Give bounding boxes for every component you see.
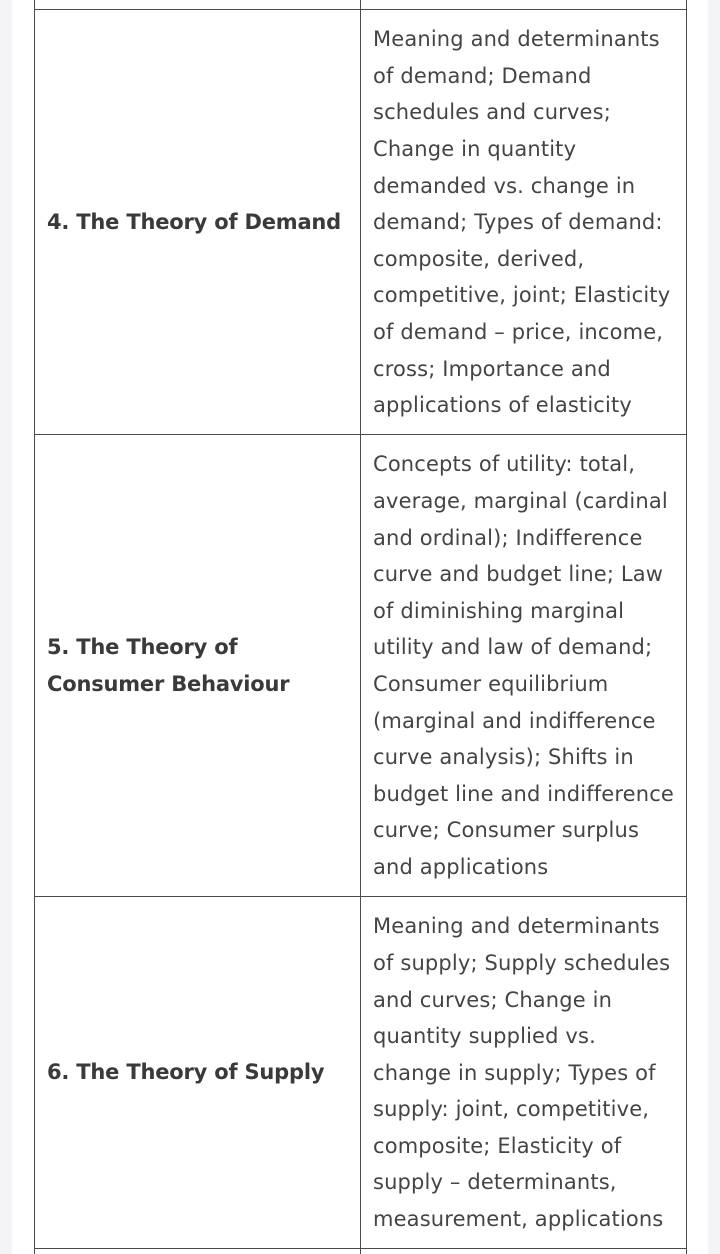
syllabus-table <box>34 0 687 1254</box>
table-row <box>35 10 687 435</box>
topic-cell <box>35 10 361 435</box>
content-cell-empty <box>361 1249 687 1254</box>
table-row-partial-top <box>35 0 687 10</box>
topic-cell <box>35 435 361 897</box>
topic-cell <box>35 897 361 1249</box>
topic-content: Meaning and determinants of demand; Demand schedules and curves; Change in quantity demanded vs. change in demand; Types of demand: composite, derived, competitive, joint; Elasticity of demand – price, income, cross; Importance and applications of elasticity <box>373 27 671 418</box>
topic-title: 4. The Theory of Demand <box>47 209 342 234</box>
table-row <box>35 897 687 1249</box>
content-cell <box>361 10 687 435</box>
topic-content: Meaning and determinants of supply; Supply schedules and curves; Change in quantity supplied vs. change in supply; Types of supply: joint, competitive, composite; Elasticity of supply – determinants, measurement, applications <box>373 914 671 1232</box>
topic-title: 5. The Theory of Consumer Behaviour <box>47 635 290 696</box>
topic-content: Concepts of utility: total, average, marginal (cardinal and ordinal); Indifference curve and budget line; Law of diminishing marginal utility and law of demand; Consumer equilibrium (marginal and indifference curve analysis); Shifts in budget line and indifference curve; Consumer surplus and applications <box>373 452 674 879</box>
content-cell-empty <box>361 0 687 10</box>
table-row-partial-bottom <box>35 1249 687 1254</box>
topic-cell-empty <box>35 0 361 10</box>
table-row <box>35 435 687 897</box>
content-cell <box>361 897 687 1249</box>
topic-title: 6. The Theory of Supply <box>47 1060 325 1085</box>
content-cell <box>361 435 687 897</box>
topic-cell-empty <box>35 1249 361 1254</box>
